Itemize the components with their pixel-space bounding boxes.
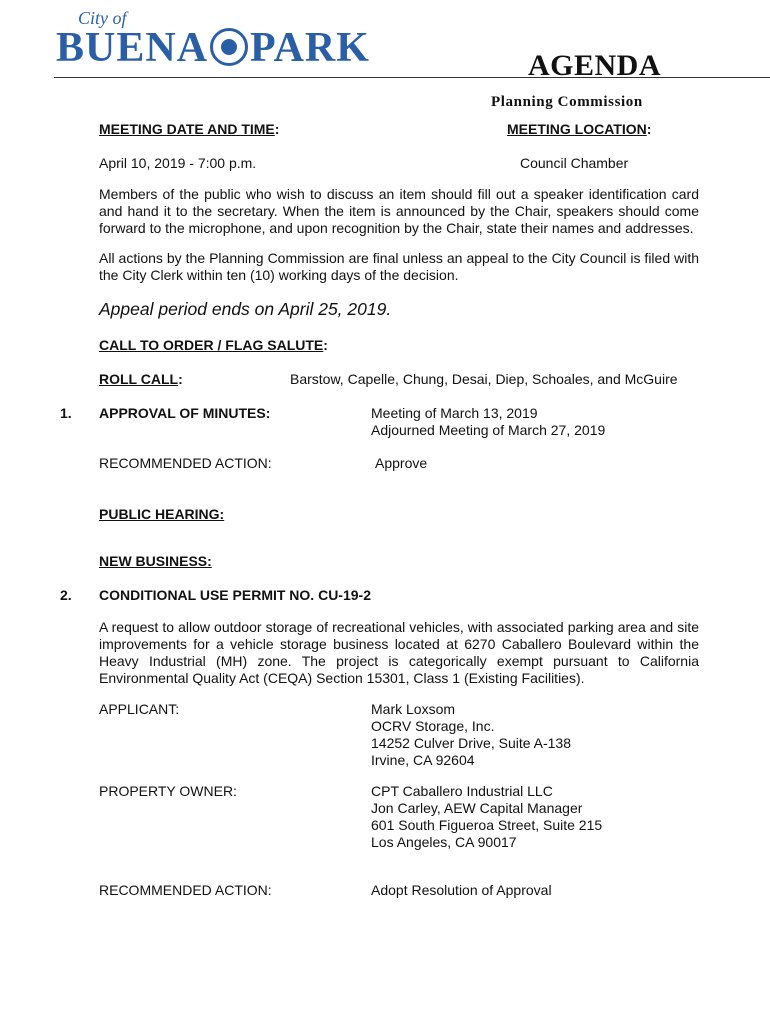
item-1-action-label: RECOMMENDED ACTION: [99, 455, 272, 471]
meeting-location-label: MEETING LOCATION [507, 121, 647, 137]
applicant-line-2: OCRV Storage, Inc. [371, 718, 495, 734]
new-business-heading: NEW BUSINESS: [99, 553, 212, 569]
item-2-title: CONDITIONAL USE PERMIT NO. CU-19-2 [99, 587, 371, 603]
owner-label: PROPERTY OWNER: [99, 783, 237, 799]
applicant-line-1: Mark Loxsom [371, 701, 456, 717]
item-1-title: APPROVAL OF MINUTES: [99, 405, 271, 421]
logo-city-text: City of [78, 8, 127, 28]
item-2-action-value: Adopt Resolution of Approval [371, 882, 552, 898]
commission-title: Planning Commission [491, 94, 643, 110]
appeal-notice: Appeal period ends on April 25, 2019. [99, 299, 392, 319]
applicant-line-4: Irvine, CA 92604 [371, 752, 475, 768]
item-2-description: A request to allow outdoor storage of recreational vehicles, with associated parking area and site improvements for a vehicle storage business located at 6270 Caballero Boulevard within the Heavy Industrial (MH) zone. The project is categorically exempt pursuant to California Environmental Quality Act (CEQA) Section 15301, Class 1 (Existing Facilities). [99, 619, 699, 686]
roll-call-label: ROLL CALL [99, 371, 179, 387]
meeting-location-heading: MEETING LOCATION: [507, 121, 652, 137]
meeting-date-value: April 10, 2019 - 7:00 p.m. [99, 155, 257, 171]
logo-right-text: PARK [250, 25, 370, 71]
call-to-order-label: CALL TO ORDER / FLAG SALUTE [99, 337, 324, 353]
owner-line-1: CPT Caballero Industrial LLC [371, 783, 553, 799]
item-1-minutes-1: Meeting of March 13, 2019 [371, 405, 538, 421]
roll-call-heading: ROLL CALL: [99, 371, 183, 387]
logo-left-text: BUENA [56, 25, 209, 71]
intro-paragraph-2: All actions by the Planning Commission are final unless an appeal to the City Council is filed with the City Clerk within ten (10) working days of the decision. [99, 250, 699, 283]
item-2-number: 2. [60, 587, 72, 603]
owner-line-3: 601 South Figueroa Street, Suite 215 [371, 817, 603, 833]
logo-wordmark [56, 24, 370, 72]
item-2-action-label: RECOMMENDED ACTION: [99, 882, 272, 898]
meeting-date-label: MEETING DATE AND TIME [99, 121, 275, 137]
item-1-number: 1. [60, 405, 72, 421]
intro-paragraph-1: Members of the public who wish to discuss an item should fill out a speaker identification card and hand it to the secretary. When the item is announced by the Chair, speakers should come forward to the microphone, and upon recognition by the Chair, state their names and addresses. [99, 186, 699, 236]
owner-line-2: Jon Carley, AEW Capital Manager [371, 800, 583, 816]
city-seal-icon [210, 28, 248, 66]
meeting-location-value: Council Chamber [520, 155, 629, 171]
roll-call-members: Barstow, Capelle, Chung, Desai, Diep, Schoales, and McGuire [290, 371, 678, 387]
city-logo [56, 8, 370, 72]
item-1-action-value: Approve [375, 455, 428, 471]
owner-line-4: Los Angeles, CA 90017 [371, 834, 517, 850]
meeting-date-heading: MEETING DATE AND TIME: [99, 121, 280, 137]
public-hearing-heading: PUBLIC HEARING: [99, 506, 225, 522]
item-1-minutes-2: Adjourned Meeting of March 27, 2019 [371, 422, 606, 438]
applicant-line-3: 14252 Culver Drive, Suite A-138 [371, 735, 571, 751]
applicant-label: APPLICANT: [99, 701, 180, 717]
agenda-title: AGENDA [528, 49, 662, 82]
call-to-order-heading: CALL TO ORDER / FLAG SALUTE: [99, 337, 328, 353]
header-rule [54, 77, 770, 78]
